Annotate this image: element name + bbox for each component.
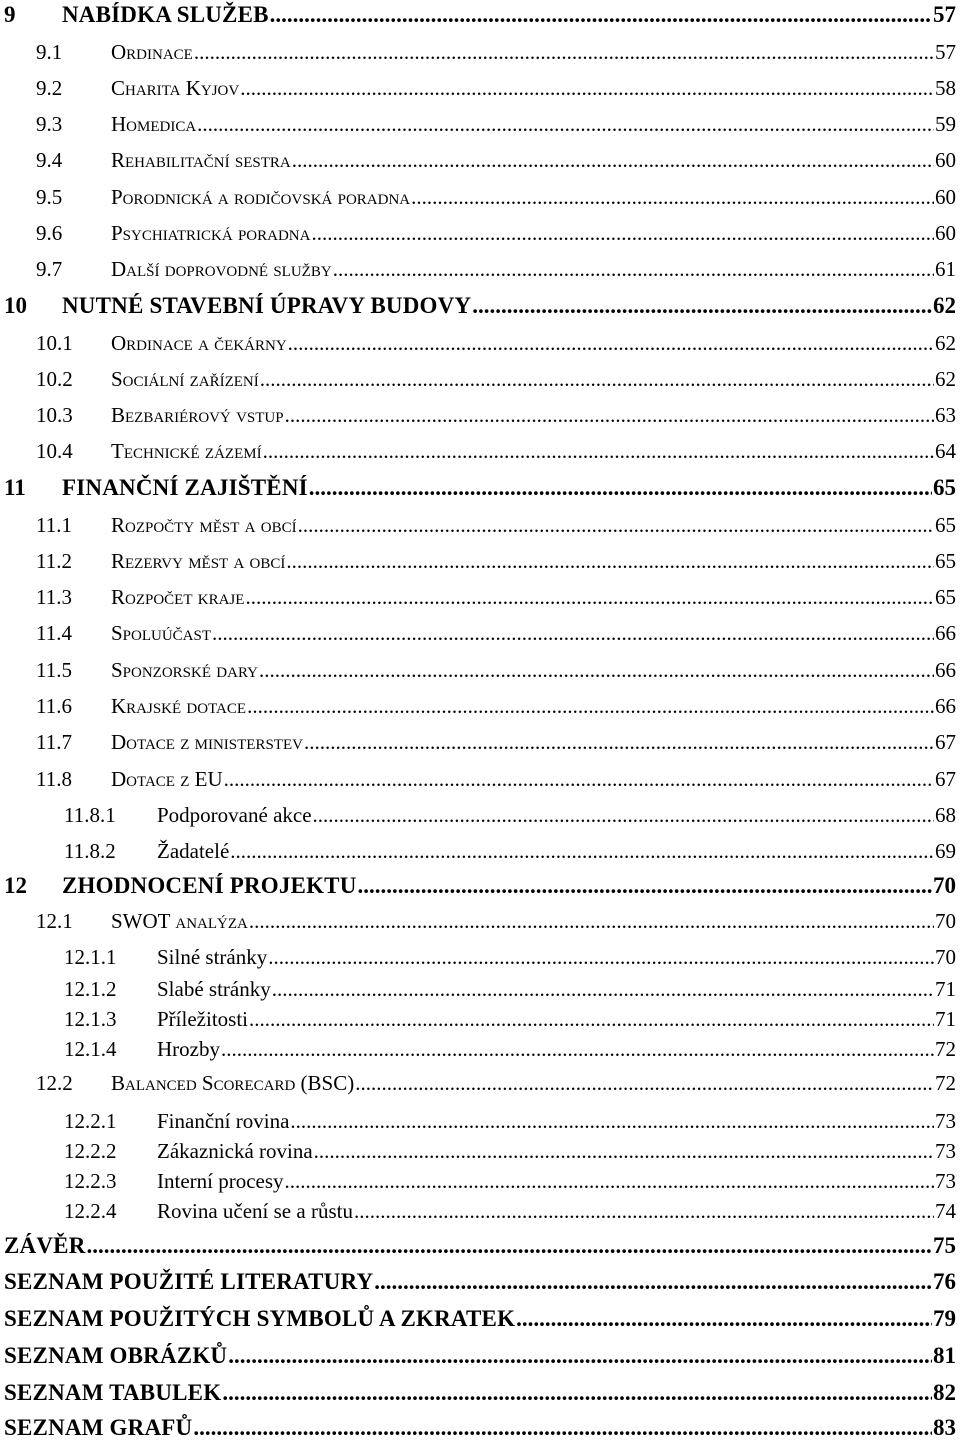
toc-entry-page-number: 65 [935,513,956,537]
toc-entry[interactable] [0,2,956,28]
toc-entry-title: Rezervy měst a obcí [111,549,286,573]
dot-leader [240,76,934,101]
toc-entry-title: Sponzorské dary [111,658,258,682]
toc-entry-number: 9 [4,2,16,27]
toc-entry-title: Příležitosti [157,1007,248,1031]
toc-entry-number: 12.1.2 [64,977,117,1001]
toc-entry-number: 9.4 [36,148,63,172]
toc-entry-number: 11.3 [36,585,72,609]
toc-entry[interactable] [0,1109,956,1134]
toc-entry-page-number: 69 [935,839,956,863]
toc-entry-title: Spoluúčast [111,621,212,645]
toc-entry[interactable] [0,1343,956,1369]
dot-leader [374,1269,932,1295]
dot-leader [230,839,934,864]
toc-entry-page-number: 62 [935,331,956,355]
dot-leader [259,658,934,683]
toc-entry[interactable] [0,1380,956,1406]
dot-leader [304,730,934,755]
toc-entry[interactable] [0,403,956,428]
toc-entry-page-number: 73 [935,1109,956,1133]
toc-entry[interactable] [0,1139,956,1164]
toc-entry-page-number: 65 [933,475,956,500]
toc-entry-page-number: 70 [933,873,956,898]
toc-entry-page-number: 66 [935,658,956,682]
toc-entry-page-number: 73 [935,1169,956,1193]
toc-entry-number: 10.4 [36,439,73,463]
toc-entry-title: SEZNAM OBRÁZKŮ [4,1343,228,1368]
toc-entry-number: 9.1 [36,40,63,64]
toc-entry-page-number: 59 [935,112,956,136]
toc-entry[interactable] [0,945,956,970]
toc-entry[interactable] [0,909,956,934]
toc-entry-number: 11.2 [36,549,72,573]
dot-leader [249,1007,934,1032]
toc-entry-title: Psychiatrická poradna [111,221,311,245]
toc-entry-title: NUTNÉ STAVEBNÍ ÚPRAVY BUDOVY [62,293,472,318]
toc-entry-page-number: 67 [935,730,956,754]
dot-leader [224,767,934,792]
toc-entry-number: 11.5 [36,658,72,682]
toc-entry-title: Porodnická a rodičovská poradna [111,185,411,209]
toc-entry-title: Ordinace [111,40,193,64]
toc-entry-page-number: 65 [935,585,956,609]
toc-entry-number: 9.7 [36,257,63,281]
toc-entry-number: 9.5 [36,185,63,209]
toc-entry-number: 11.7 [36,730,72,754]
toc-entry[interactable] [0,293,956,319]
toc-entry-title: Další doprovodné služby [111,257,332,281]
toc-entry[interactable] [0,549,956,574]
toc-entry-number: 12.2.2 [64,1139,117,1163]
toc-entry-page-number: 76 [933,1269,956,1294]
dot-leader [355,1071,934,1096]
dot-leader [260,367,934,392]
toc-entry[interactable] [0,1199,956,1224]
toc-entry-page-number: 73 [935,1139,956,1163]
toc-entry-page-number: 79 [933,1306,956,1331]
toc-entry-title: Žadatelé [157,839,230,863]
toc-entry-page-number: 68 [935,803,956,827]
toc-entry-title: Rovina učení se a růstu [157,1199,353,1223]
toc-entry-page-number: 70 [935,909,956,933]
toc-entry-number: 11.8.1 [64,803,116,827]
dot-leader [290,1109,934,1134]
toc-entry-title: Hrozby [157,1037,220,1061]
dot-leader [288,331,934,356]
toc-entry[interactable] [0,977,956,1002]
toc-entry-number: 10 [4,293,27,318]
toc-entry-title: NABÍDKA SLUŽEB [62,2,269,27]
toc-entry-number: 12.2.1 [64,1109,117,1133]
toc-entry-title: Ordinace a čekárny [111,331,287,355]
toc-entry[interactable] [0,658,956,683]
toc-entry-title: Slabé stránky [157,977,271,1001]
toc-entry[interactable] [0,803,956,828]
toc-entry[interactable] [0,475,956,501]
dot-leader [268,945,934,970]
toc-entry[interactable] [0,513,956,538]
dot-leader [263,439,934,464]
dot-leader [193,1415,932,1441]
toc-entry-title: FINANČNÍ ZAJIŠTĚNÍ [62,475,308,500]
toc-entry-title: Zákaznická rovina [157,1139,313,1163]
toc-entry[interactable] [0,694,956,719]
dot-leader [221,1037,934,1062]
toc-entry-page-number: 60 [935,148,956,172]
dot-leader [286,549,934,574]
toc-entry-page-number: 81 [933,1343,956,1368]
toc-entry-number: 10.1 [36,331,73,355]
toc-entry-page-number: 62 [933,293,956,318]
dot-leader [333,257,934,282]
toc-entry-page-number: 61 [935,257,956,281]
dot-leader [245,585,934,610]
toc-entry-title: SEZNAM TABULEK [4,1380,222,1405]
toc-entry-number: 12 [4,873,27,898]
toc-entry[interactable] [0,767,956,792]
toc-entry-title: Interní procesy [157,1169,284,1193]
toc-entry-title: SEZNAM POUŽITÝCH SYMBOLŮ A ZKRATEK [4,1306,516,1331]
toc-entry-page-number: 72 [935,1071,956,1095]
toc-entry-page-number: 67 [935,767,956,791]
toc-entry-page-number: 71 [935,1007,956,1031]
toc-entry-number: 9.3 [36,112,63,136]
dot-leader [270,2,932,28]
dot-leader [197,112,934,137]
toc-entry[interactable] [0,621,956,646]
toc-entry-page-number: 66 [935,694,956,718]
toc-entry-title: Balanced Scorecard (BSC) [111,1071,355,1095]
toc-entry-title: Bezbariérový vstup [111,403,284,427]
toc-entry[interactable] [0,1306,956,1332]
toc-entry[interactable] [0,367,956,392]
toc-entry[interactable] [0,185,956,210]
toc-entry-title: ZHODNOCENÍ PROJEKTU [62,873,357,898]
toc-entry-title: Technické zázemí [111,439,262,463]
toc-entry-page-number: 75 [933,1233,956,1258]
toc-entry[interactable] [0,439,956,464]
toc-entry-page-number: 58 [935,76,956,100]
toc-entry[interactable] [0,257,956,282]
toc-entry-page-number: 72 [935,1037,956,1061]
toc-entry-title: Rozpočty měst a obcí [111,513,297,537]
toc-entry[interactable] [0,873,956,899]
toc-entry-page-number: 71 [935,977,956,1001]
dot-leader [411,185,934,210]
dot-leader [222,1380,932,1406]
toc-entry-page-number: 66 [935,621,956,645]
toc-entry-title: SEZNAM POUŽITÉ LITERATURY [4,1269,374,1294]
toc-entry-page-number: 65 [935,549,956,573]
toc-entry[interactable] [0,839,956,864]
toc-entry-page-number: 57 [933,2,956,27]
toc-entry-title: Podporované akce [157,803,312,827]
dot-leader [313,803,934,828]
toc-entry[interactable] [0,221,956,246]
dot-leader [285,403,934,428]
toc-entry-number: 12.1.3 [64,1007,117,1031]
toc-entry[interactable] [0,1007,956,1032]
toc-entry-page-number: 82 [933,1380,956,1405]
toc-entry[interactable] [0,585,956,610]
dot-leader [292,148,934,173]
toc-entry-title: Silné stránky [157,945,268,969]
toc-entry[interactable] [0,1415,956,1441]
toc-entry-number: 11.6 [36,694,72,718]
toc-entry-number: 11 [4,475,26,500]
toc-entry-title: Dotace z ministerstev [111,730,303,754]
dot-leader [298,513,934,538]
toc-entry-page-number: 64 [935,439,956,463]
toc-entry-number: 10.3 [36,403,73,427]
dot-leader [354,1199,934,1224]
toc-entry-page-number: 62 [935,367,956,391]
toc-entry-number: 10.2 [36,367,73,391]
toc-entry[interactable] [0,1169,956,1194]
toc-entry-number: 12.2.3 [64,1169,117,1193]
toc-entry-number: 11.8 [36,767,72,791]
toc-entry-number: 12.2.4 [64,1199,117,1223]
toc-entry-title: SEZNAM GRAFŮ [4,1415,193,1440]
toc-entry-number: 11.1 [36,513,72,537]
toc-entry-title: SWOT analýza [111,909,248,933]
toc-entry-title: Rozpočet kraje [111,585,245,609]
toc-entry-title: Rehabilitační sestra [111,148,291,172]
toc-entry-number: 11.4 [36,621,72,645]
toc-entry-number: 12.1.1 [64,945,117,969]
toc-entry[interactable] [0,1037,956,1062]
dot-leader [194,40,934,65]
toc-entry-page-number: 60 [935,221,956,245]
dot-leader [212,621,934,646]
toc-entry-number: 12.2 [36,1071,73,1095]
toc-entry[interactable] [0,730,956,755]
toc-entry-number: 9.6 [36,221,63,245]
dot-leader [249,909,934,934]
toc-entry-title: Homedica [111,112,197,136]
toc-entry[interactable] [0,1269,956,1295]
dot-leader [228,1343,932,1369]
dot-leader [311,221,934,246]
toc-entry-number: 9.2 [36,76,63,100]
toc-entry-title: Finanční rovina [157,1109,290,1133]
dot-leader [87,1233,932,1259]
dot-leader [247,694,934,719]
toc-entry[interactable] [0,1233,956,1259]
toc-entry[interactable] [0,148,956,173]
toc-entry[interactable] [0,1071,956,1096]
toc-entry-page-number: 60 [935,185,956,209]
toc-entry-page-number: 70 [935,945,956,969]
toc-entry-number: 11.8.2 [64,839,116,863]
toc-entry-page-number: 63 [935,403,956,427]
toc-entry-number: 12.1 [36,909,73,933]
dot-leader [358,873,932,899]
toc-entry[interactable] [0,331,956,356]
dot-leader [285,1169,934,1194]
dot-leader [516,1306,932,1332]
toc-entry-title: Dotace z EU [111,767,223,791]
dot-leader [309,475,932,501]
toc-entry-page-number: 57 [935,40,956,64]
toc-entry[interactable] [0,40,956,65]
toc-entry-title: Charita Kyjov [111,76,240,100]
toc-entry-number: 12.1.4 [64,1037,117,1061]
toc-entry-page-number: 83 [933,1415,956,1440]
toc-entry-page-number: 74 [935,1199,956,1223]
dot-leader [472,293,932,319]
toc-entry[interactable] [0,76,956,101]
dot-leader [272,977,934,1002]
toc-entry-title: Sociální zařízení [111,367,259,391]
toc-entry-title: ZÁVĚR [4,1233,86,1258]
dot-leader [314,1139,934,1164]
toc-entry-title: Krajské dotace [111,694,247,718]
toc-entry[interactable] [0,112,956,137]
